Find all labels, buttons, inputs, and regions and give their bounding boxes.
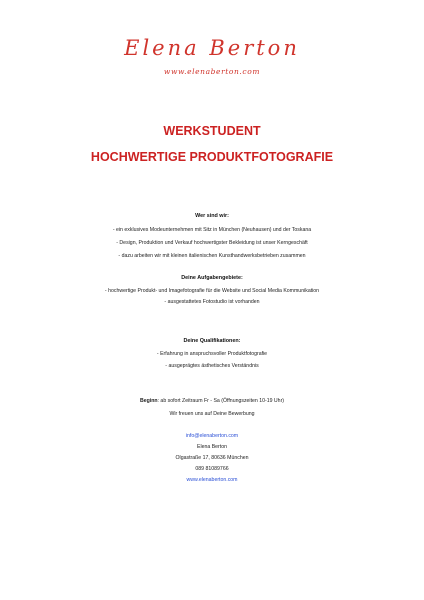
about-item: - dazu arbeiten wir mit kleinen italienischen Kunsthandwerksbetrieben zusammen — [118, 253, 306, 259]
qualification-item: - ausgeprägtes ästhetisches Verständnis — [165, 363, 259, 369]
start-text: : ab sofort Zeitraum Fr - Sa (Öffnungszeiten 10-19 Uhr) — [157, 398, 285, 404]
contact-website-link[interactable]: www.elenaberton.com — [186, 477, 238, 483]
task-item: - ausgestattetes Fotostudio ist vorhanden — [164, 299, 260, 305]
brand-logo: Elena Berton — [124, 36, 300, 60]
brand-logo-url: www.elenaberton.com — [163, 67, 261, 76]
about-item: - ein exklusives Modeunternehmen mit Sitz in München (Neuhausen) und der Toskana — [112, 227, 312, 233]
job-subtitle: HOCHWERTIGE PRODUKTFOTOGRAFIE — [90, 150, 334, 164]
about-heading: Wer sind wir: — [195, 213, 229, 219]
contact-address: Olgastraße 17, 80636 München — [175, 455, 249, 461]
contact-name: Elena Berton — [197, 444, 227, 450]
about-item: - Design, Produktion und Verkauf hochwertigster Bekleidung ist unser Kerngeschäft — [116, 240, 308, 246]
job-title: WERKSTUDENT — [163, 124, 261, 138]
contact-phone: 089 81089766 — [195, 466, 229, 472]
start-info — [0, 398, 424, 404]
contact-email-link[interactable]: info@elenaberton.com — [185, 433, 239, 439]
closing-line: Wir freuen uns auf Deine Bewerbung — [169, 411, 255, 417]
tasks-heading: Deine Aufgabengebiete: — [181, 275, 243, 281]
task-item: - hochwertige Produkt- und Imagefotografie für die Website und Social Media Kommunikation — [104, 288, 320, 294]
start-label: Beginn — [139, 398, 158, 404]
qualification-item: - Erfahrung in anspruchsvoller Produktfotografie — [156, 351, 268, 357]
qualifications-heading: Deine Qualifikationen: — [183, 338, 241, 344]
